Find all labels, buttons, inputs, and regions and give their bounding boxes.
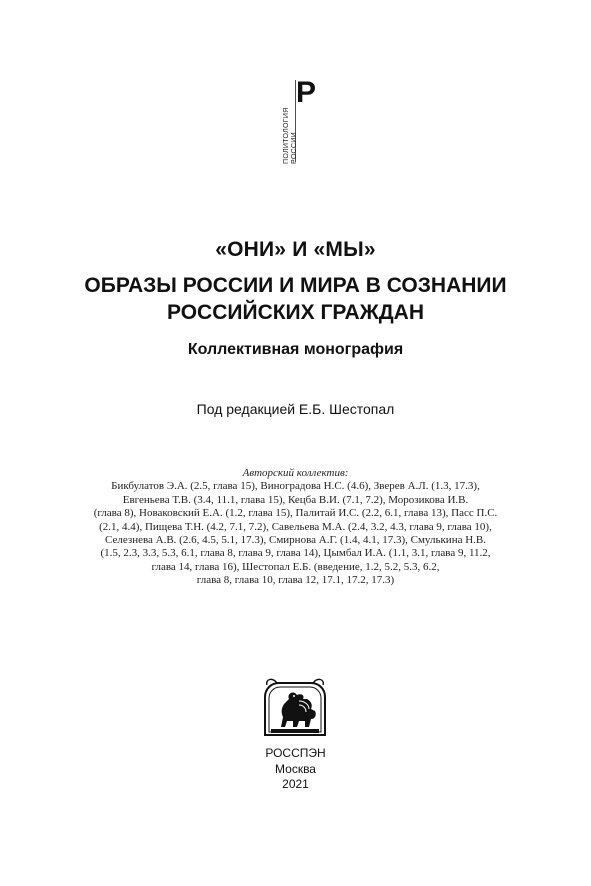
authors-line: глава 8, глава 10, глава 12, 17.1, 17.2, 17.3) (196, 574, 395, 587)
authors-line: (глава 8), Новаковский Е.А. (1.2, глава 15), Палитай И.С. (2.2, 6.1, глава 13), Пасс П.С. (93, 507, 498, 520)
series-logo-vertical-text (283, 80, 297, 164)
editor-credit: Под редакцией Е.Б. Шестопал (196, 401, 395, 417)
publisher-city: Москва (275, 761, 316, 776)
book-title-line1: «ОНИ» И «МЫ» (215, 238, 376, 261)
authors-line: глава 14, глава 16), Шестопал Е.Б. (введение, 1.2, 5.2, 5.3, 6.2, (151, 560, 440, 573)
authors-line: (2.1, 4.4), Пищева Т.Н. (4.2, 7.1, 7.2), Савельева М.А. (2.4, 3.2, 4.3, глава 9, глава 10), (99, 520, 492, 533)
authors-heading: Авторский коллектив: (242, 467, 349, 479)
publisher-emblem-icon (259, 677, 331, 739)
book-title-main (0, 272, 591, 326)
authors-line: (1.5, 2.3, 3.3, 5.3, 6.1, глава 8, глава 9, глава 14), Цымбал И.А. (1.1, 3.1, глава 9, 11.2, (100, 547, 491, 560)
series-logo-letter: Р (296, 76, 317, 109)
book-subtitle: Коллективная монография (187, 341, 404, 358)
authors-line: Бикбулатов Э.А. (2.5, глава 15), Виноградова Н.С. (4.6), Зверев А.Л. (1.3, 17.3), (111, 480, 480, 493)
authors-block (78, 467, 513, 588)
publisher-info (0, 746, 591, 793)
publication-year: 2021 (282, 777, 309, 791)
series-name-line2: РОССИИ (291, 132, 298, 164)
series-name-line1: ПОЛИТОЛОГИЯ (283, 107, 290, 164)
authors-line: Селезнева А.В. (2.6, 4.5, 5.1, 17.3), Смирнова А.Г. (1.4, 4.1, 17.3), Смулькина Н.В. (104, 534, 486, 547)
publisher-name: РОССПЭН (265, 746, 326, 760)
authors-line: Евгеньева Т.В. (3.4, 11.1, глава 15), Кецба В.И. (7.1, 7.2), Морозикова И.В. (122, 493, 469, 506)
book-title-line3: РОССИЙСКИХ ГРАЖДАН (166, 301, 424, 324)
book-title-line2: ОБРАЗЫ РОССИИ И МИРА В СОЗНАНИИ (84, 274, 507, 297)
